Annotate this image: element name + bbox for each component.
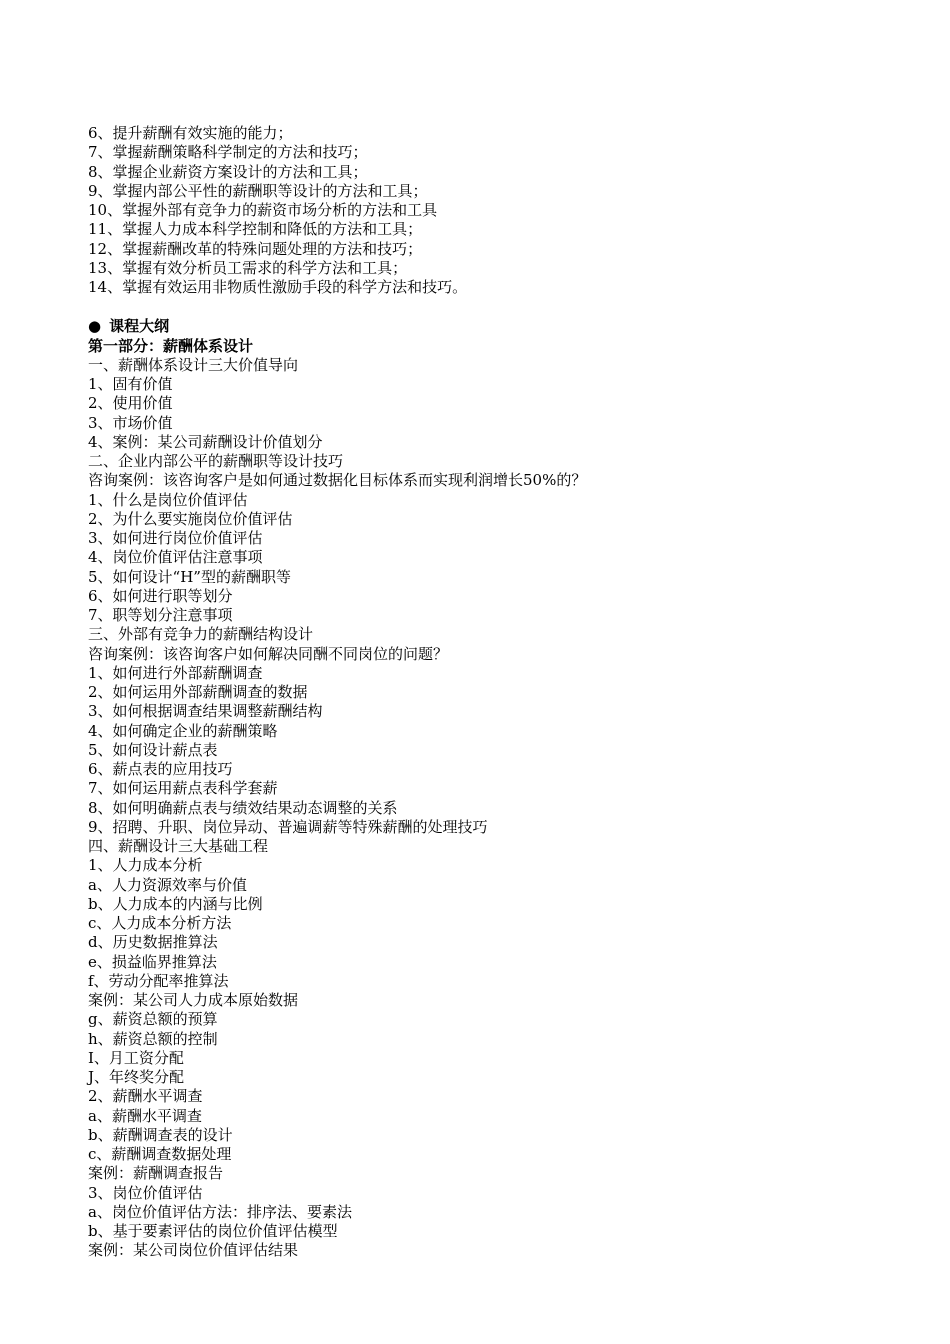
outline-item: 1、人力成本分析	[88, 856, 203, 875]
outline-item: 3、岗位价值评估	[88, 1183, 203, 1202]
outline-item: f、劳动分配率推算法	[88, 971, 229, 990]
outline-item: 6、如何进行职等划分	[88, 586, 233, 605]
outline-item: a、薪酬水平调查	[88, 1106, 202, 1125]
outline-item: J、年终奖分配	[88, 1068, 185, 1086]
outline-item: 咨询案例：该咨询客户是如何通过数据化目标体系而实现利润增长50%的？	[88, 471, 587, 490]
outline-item: 二、企业内部公平的薪酬职等设计技巧	[88, 452, 344, 470]
outline-item: d、历史数据推算法	[88, 933, 218, 952]
objective-item: 14、掌握有效运用非物质性激励手段的科学方法和技巧。	[88, 278, 468, 296]
part-title: 第一部分：薪酬体系设计	[88, 336, 254, 355]
outline-heading	[88, 317, 888, 336]
outline-item: 6、薪点表的应用技巧	[88, 760, 233, 778]
outline-item: 案例：薪酬调查报告	[88, 1164, 224, 1183]
outline-item: c、人力成本分析方法	[88, 914, 232, 932]
outline-item: 3、市场价值	[88, 413, 173, 432]
outline-item: 7、如何运用薪点表科学套薪	[88, 779, 278, 798]
outline-item: 四、薪酬设计三大基础工程	[88, 837, 269, 855]
outline-item: b、人力成本的内涵与比例	[88, 894, 263, 913]
outline-list	[88, 356, 888, 1261]
outline-item: b、薪酬调查表的设计	[88, 1125, 233, 1144]
outline-item: 三、外部有竞争力的薪酬结构设计	[88, 625, 314, 644]
objective-item: 6、提升薪酬有效实施的能力；	[88, 124, 293, 142]
outline-item: b、基于要素评估的岗位价值评估模型	[88, 1222, 338, 1240]
outline-item: 2、为什么要实施岗位价值评估	[88, 509, 293, 528]
objective-item: 12、掌握薪酬改革的特殊问题处理的方法和技巧；	[88, 239, 423, 258]
outline-item: 4、如何确定企业的薪酬策略	[88, 721, 278, 740]
objective-item: 9、掌握内部公平性的薪酬职等设计的方法和工具；	[88, 181, 428, 200]
outline-item: 2、薪酬水平调查	[88, 1087, 203, 1106]
objective-item: 8、掌握企业薪资方案设计的方法和工具；	[88, 162, 368, 181]
outline-item: 2、使用价值	[88, 394, 173, 413]
outline-item: 一、薪酬体系设计三大价值导向	[88, 355, 299, 374]
outline-item: a、岗位价值评估方法：排序法、要素法	[88, 1202, 352, 1221]
objective-item: 13、掌握有效分析员工需求的科学方法和工具；	[88, 258, 408, 277]
outline-item: g、薪资总额的预算	[88, 1010, 218, 1029]
section-gap	[88, 297, 888, 317]
outline-item: 案例：某公司岗位价值评估结果	[88, 1241, 299, 1260]
outline-item: 1、如何进行外部薪酬调查	[88, 663, 263, 682]
outline-item: c、薪酬调查数据处理	[88, 1145, 232, 1163]
outline-title: 课程大纲	[109, 317, 170, 336]
outline-item: 9、招聘、升职、岗位异动、普遍调薪等特殊薪酬的处理技巧	[88, 817, 488, 836]
outline-item: e、损益临界推算法	[88, 952, 217, 971]
outline-item: a、人力资源效率与价值	[88, 875, 247, 894]
outline-item: 案例：某公司人力成本原始数据	[88, 991, 299, 1009]
outline-item: 4、岗位价值评估注意事项	[88, 548, 263, 567]
outline-item: 3、如何进行岗位价值评估	[88, 529, 263, 547]
outline-item: 7、职等划分注意事项	[88, 606, 233, 624]
outline-item: h、薪资总额的控制	[88, 1029, 218, 1048]
outline-item: 3、如何根据调查结果调整薪酬结构	[88, 702, 323, 721]
outline-item: 5、如何设计“H”型的薪酬职等	[88, 567, 291, 586]
outline-item: 8、如何明确薪点表与绩效结果动态调整的关系	[88, 798, 398, 817]
outline-item: 5、如何设计薪点表	[88, 740, 218, 759]
objective-item: 11、掌握人力成本科学控制和降低的方法和工具；	[88, 220, 423, 239]
outline-item: 1、什么是岗位价值评估	[88, 490, 248, 509]
objective-item: 7、掌握薪酬策略科学制定的方法和技巧；	[88, 143, 368, 162]
document-page	[88, 124, 888, 1261]
outline-item: 2、如何运用外部薪酬调查的数据	[88, 683, 308, 701]
outline-item: 4、案例：某公司薪酬设计价值划分	[88, 432, 323, 451]
objective-item: 10、掌握外部有竞争力的薪资市场分析的方法和工具	[88, 201, 438, 219]
outline-item: 1、固有价值	[88, 375, 173, 393]
outline-item: I、月工资分配	[88, 1048, 184, 1067]
outline-item: 咨询案例：该咨询客户如何解决同酬不同岗位的问题？	[88, 644, 449, 663]
bullet-icon: ●	[88, 317, 102, 336]
objectives-list	[88, 124, 888, 297]
